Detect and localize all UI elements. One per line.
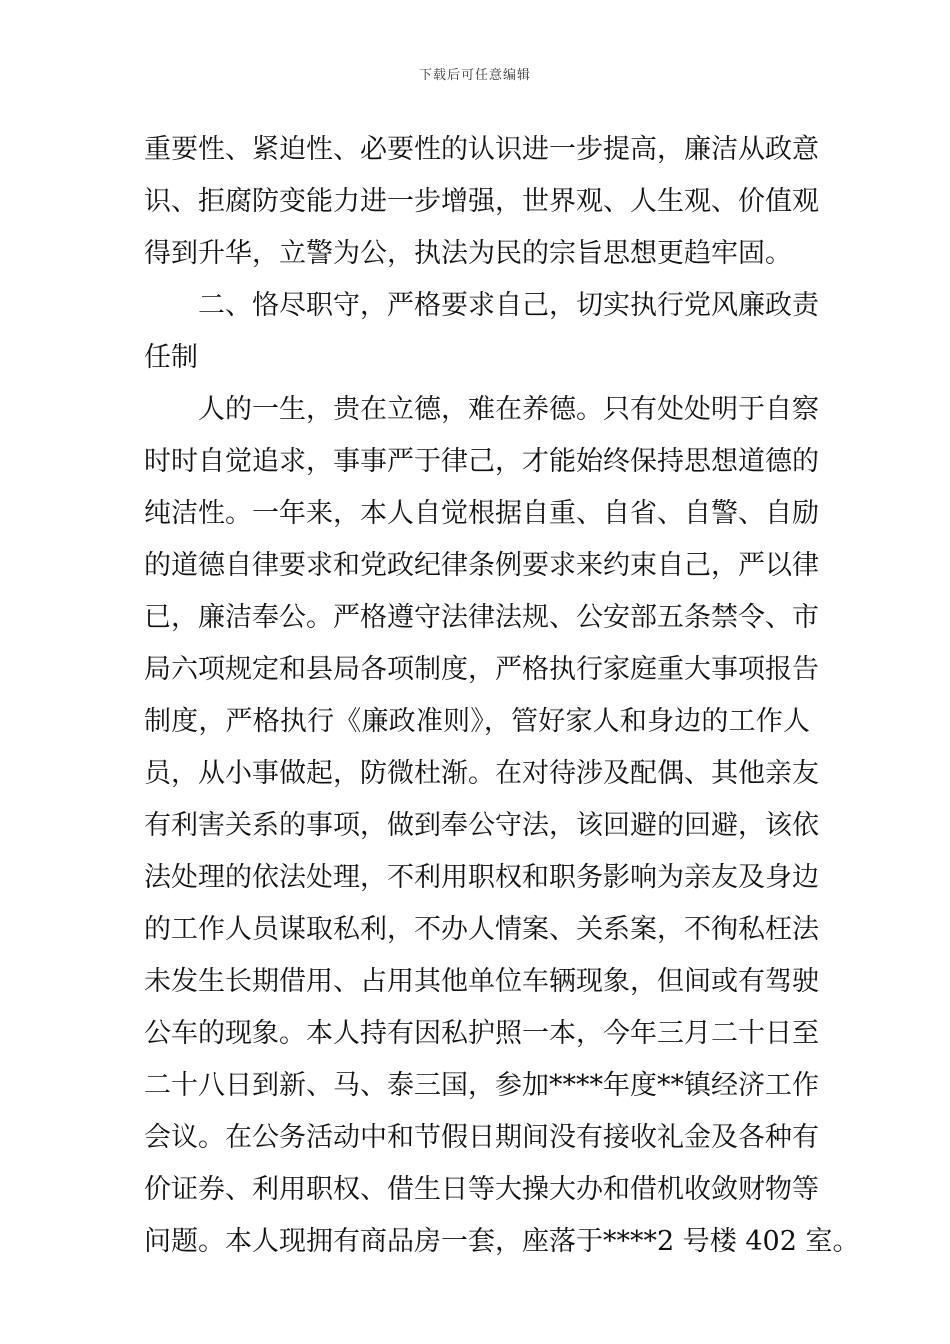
page-header: 下载后可任意编辑 bbox=[418, 68, 531, 83]
text-line: 制度，严格执行《廉政准则》，管好家人和身边的工作人 bbox=[144, 706, 810, 737]
text-line: 有利害关系的事项，做到奉公守法，该回避的回避，该依 bbox=[144, 810, 819, 841]
text-line: 人的一生，贵在立德，难在养德。只有处处明于自察 bbox=[198, 394, 819, 425]
text-line: 的道德自律要求和党政纪律条例要求来约束自己，严以律 bbox=[144, 550, 819, 581]
text-line: 二十八日到新、马、泰三国，参加****年度**镇经济工作 bbox=[144, 1070, 819, 1101]
text-line: 法处理的依法处理，不利用职权和职务影响为亲友及身边 bbox=[144, 862, 819, 893]
section-heading-line: 二、恪尽职守，严格要求自己，切实执行党风廉政责 bbox=[198, 290, 819, 321]
text-line: 局六项规定和县局各项制度，严格执行家庭重大事项报告 bbox=[144, 654, 819, 685]
text-line: 的工作人员谋取私利，不办人情案、关系案，不徇私枉法 bbox=[144, 914, 819, 945]
text-line: 纯洁性。一年来，本人自觉根据自重、自省、自警、自励 bbox=[144, 498, 819, 529]
text-line: 会议。在公务活动中和节假日期间没有接收礼金及各种有 bbox=[144, 1122, 819, 1153]
text-line: 识、拒腐防变能力进一步增强，世界观、人生观、价值观 bbox=[144, 186, 819, 217]
text-line: 价证券、利用职权、借生日等大操大办和借机收敛财物等 bbox=[144, 1174, 819, 1205]
text-line: 未发生长期借用、占用其他单位车辆现象，但间或有驾驶 bbox=[144, 966, 819, 997]
text-line: 员，从小事做起，防微杜渐。在对待涉及配偶、其他亲友 bbox=[144, 758, 819, 789]
text-line: 重要性、紧迫性、必要性的认识进一步提高，廉洁从政意 bbox=[144, 134, 819, 165]
text-line: 问题。本人现拥有商品房一套，座落于****2 号楼 402 室。 bbox=[144, 1226, 860, 1257]
text-line: 公车的现象。本人持有因私护照一本，今年三月二十日至 bbox=[144, 1018, 819, 1049]
section-heading-line: 任制 bbox=[144, 342, 198, 373]
document-body bbox=[144, 124, 860, 1268]
text-line: 时时自觉追求，事事严于律己，才能始终保持思想道德的 bbox=[144, 446, 819, 477]
text-line: 已，廉洁奉公。严格遵守法律法规、公安部五条禁令、市 bbox=[144, 602, 819, 633]
text-line: 得到升华，立警为公，执法为民的宗旨思想更趋牢固。 bbox=[144, 238, 792, 269]
